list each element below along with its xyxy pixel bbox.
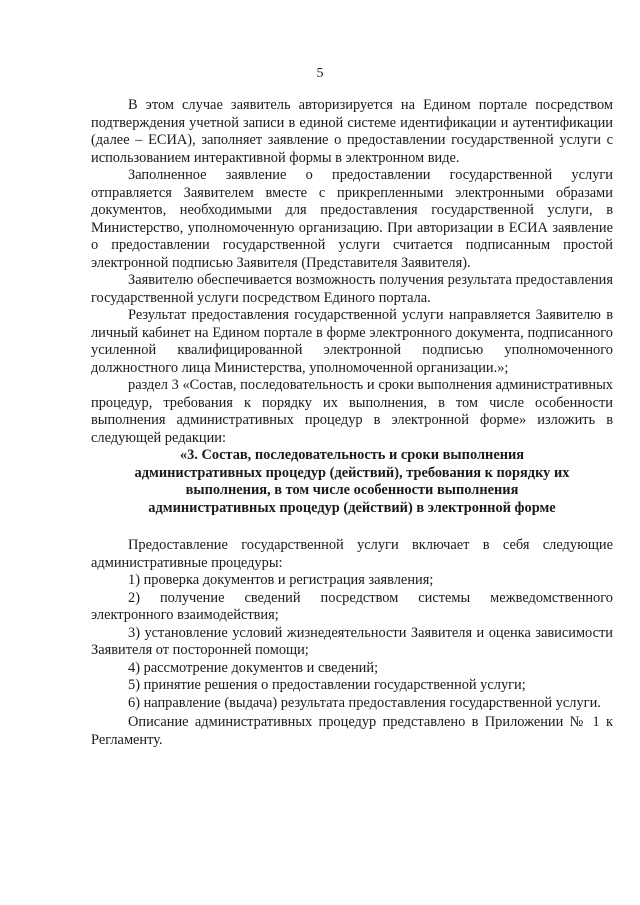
paragraph-application-submission: Заполненное заявление о предоставлении государственной услуги отправляется Заявителем вместе с прикрепленными электронными образами документов, необходимыми для предоставления государственной услуги, в Министерство, уполномоченную организацию. При авторизации в ЕСИА заявление о предоставлении государственной услуги считается подписанным простой электронной подписью Заявителя (Представителя Заявителя). [91, 167, 613, 271]
heading-line: административных процедур (действий) в электронной форме [148, 499, 556, 516]
procedure-item-6: 6) направление (выдача) результата предоставления государственной услуги. [128, 694, 601, 711]
section-3-heading [91, 447, 613, 517]
paragraph-closing: Описание административных процедур представлено в Приложении № 1 к Регламенту. [91, 714, 613, 748]
paragraph-section-3-amendment: раздел 3 «Состав, последовательность и сроки выполнения административных процедур, требования к порядку их выполнения, в том числе особенности выполнения административных процедур в электронной форме» изложить в следующей редакции: [91, 377, 613, 446]
heading-line: «3. Состав, последовательность и сроки выполнения [179, 447, 525, 463]
procedure-item-3: 3) установление условий жизнедеятельности Заявителя и оценка зависимости Заявителя от посторонней помощи; [91, 624, 613, 658]
heading-line: выполнения, в том числе особенности выполнения [185, 482, 519, 498]
procedure-item-2: 2) получение сведений посредством системы межведомственного электронного взаимодействия; [91, 589, 613, 623]
document-body [91, 97, 613, 749]
spacer [91, 517, 613, 537]
procedure-item-5: 5) принятие решения о предоставлении государственной услуги; [128, 677, 526, 693]
procedure-item-1: 1) проверка документов и регистрация заявления; [128, 572, 434, 588]
procedure-item-4: 4) рассмотрение документов и сведений; [128, 659, 379, 676]
paragraph-result-delivery: Результат предоставления государственной услуги направляется Заявителю в личный кабинет на Едином портале в форме электронного документа, подписанного усиленной квалифицированной электронной подписью уполномоченного должностного лица Министерства, уполномоченной организации.»; [91, 307, 613, 376]
paragraph-esia-authorization: В этом случае заявитель авторизируется на Едином портале посредством подтверждения учетной записи в единой системе идентификации и аутентификации (далее – ЕСИА), заполняет заявление о предоставлении государственной услуги с использованием интерактивной формы в электронном виде. [91, 97, 613, 166]
paragraph-procedures-intro: Предоставление государственной услуги включает в себя следующие административные процедуры: [91, 537, 613, 571]
paragraph-result-availability: Заявителю обеспечивается возможность получения результата предоставления государственной услуги посредством Единого портала. [91, 272, 613, 306]
heading-line: административных процедур (действий), требования к порядку их [134, 464, 570, 481]
page-number: 5 [316, 66, 324, 81]
